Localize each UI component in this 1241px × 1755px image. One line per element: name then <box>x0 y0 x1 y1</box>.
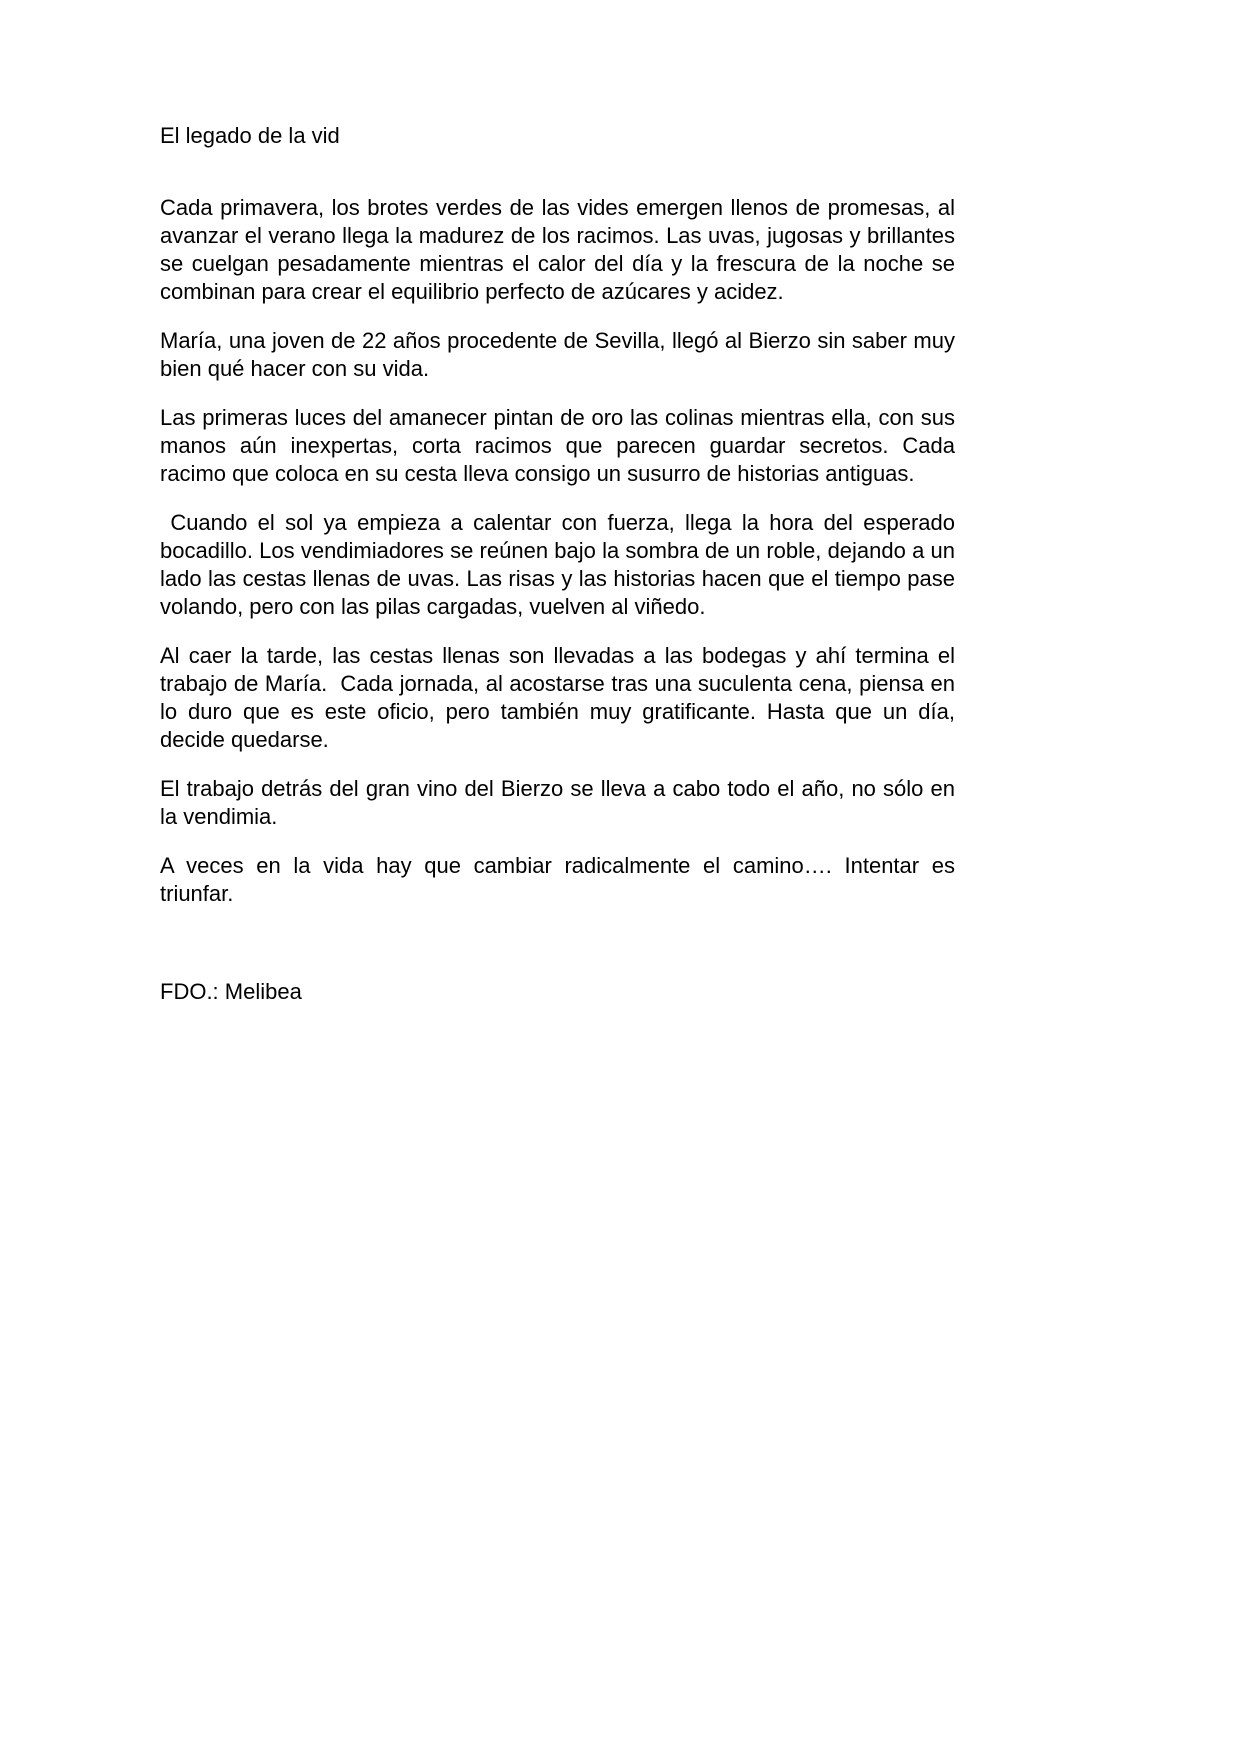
signature-line: FDO.: Melibea <box>160 979 302 1004</box>
paragraph-vines-spring: Cada primavera, los brotes verdes de las vides emergen llenos de promesas, al avanzar el verano llega la madurez de los racimos. Las uvas, jugosas y brillantes se cuelgan pesadamente mientras el calor del día y la frescura de la noche se combinan para crear el equilibrio perfecto de azúcares y acidez. <box>160 195 962 304</box>
paragraph-maria-intro: María, una joven de 22 años procedente de Sevilla, llegó al Bierzo sin saber muy bien qué hacer con su vida. <box>160 328 962 381</box>
document-content <box>160 122 962 1006</box>
paragraph-bocadillo-break: Cuando el sol ya empieza a calentar con fuerza, llega la hora del esperado bocadillo. Los vendimiadores se reúnen bajo la sombra de un roble, dejando a un lado las cestas llenas de uvas. Las risas y las historias hacen que el tiempo pase volando, pero con las pilas cargadas, vuelven al viñedo. <box>160 510 962 619</box>
paragraph-closing-thought: A veces en la vida hay que cambiar radicalmente el camino…. Intentar es triunfar. <box>160 853 962 906</box>
paragraph-bierzo-wine-work: El trabajo detrás del gran vino del Bierzo se lleva a cabo todo el año, no sólo en la vendimia. <box>160 776 962 829</box>
paragraph-dawn-harvest: Las primeras luces del amanecer pintan de oro las colinas mientras ella, con sus manos aún inexpertas, corta racimos que parecen guardar secretos. Cada racimo que coloca en su cesta lleva consigo un susurro de historias antiguas. <box>160 405 962 486</box>
paragraph-evening-bodegas: Al caer la tarde, las cestas llenas son llevadas a las bodegas y ahí termina el trabajo de María. Cada jornada, al acostarse tras una suculenta cena, piensa en lo duro que es este oficio, pero también muy gratificante. Hasta que un día, decide quedarse. <box>160 643 962 752</box>
document-title: El legado de la vid <box>160 123 340 148</box>
